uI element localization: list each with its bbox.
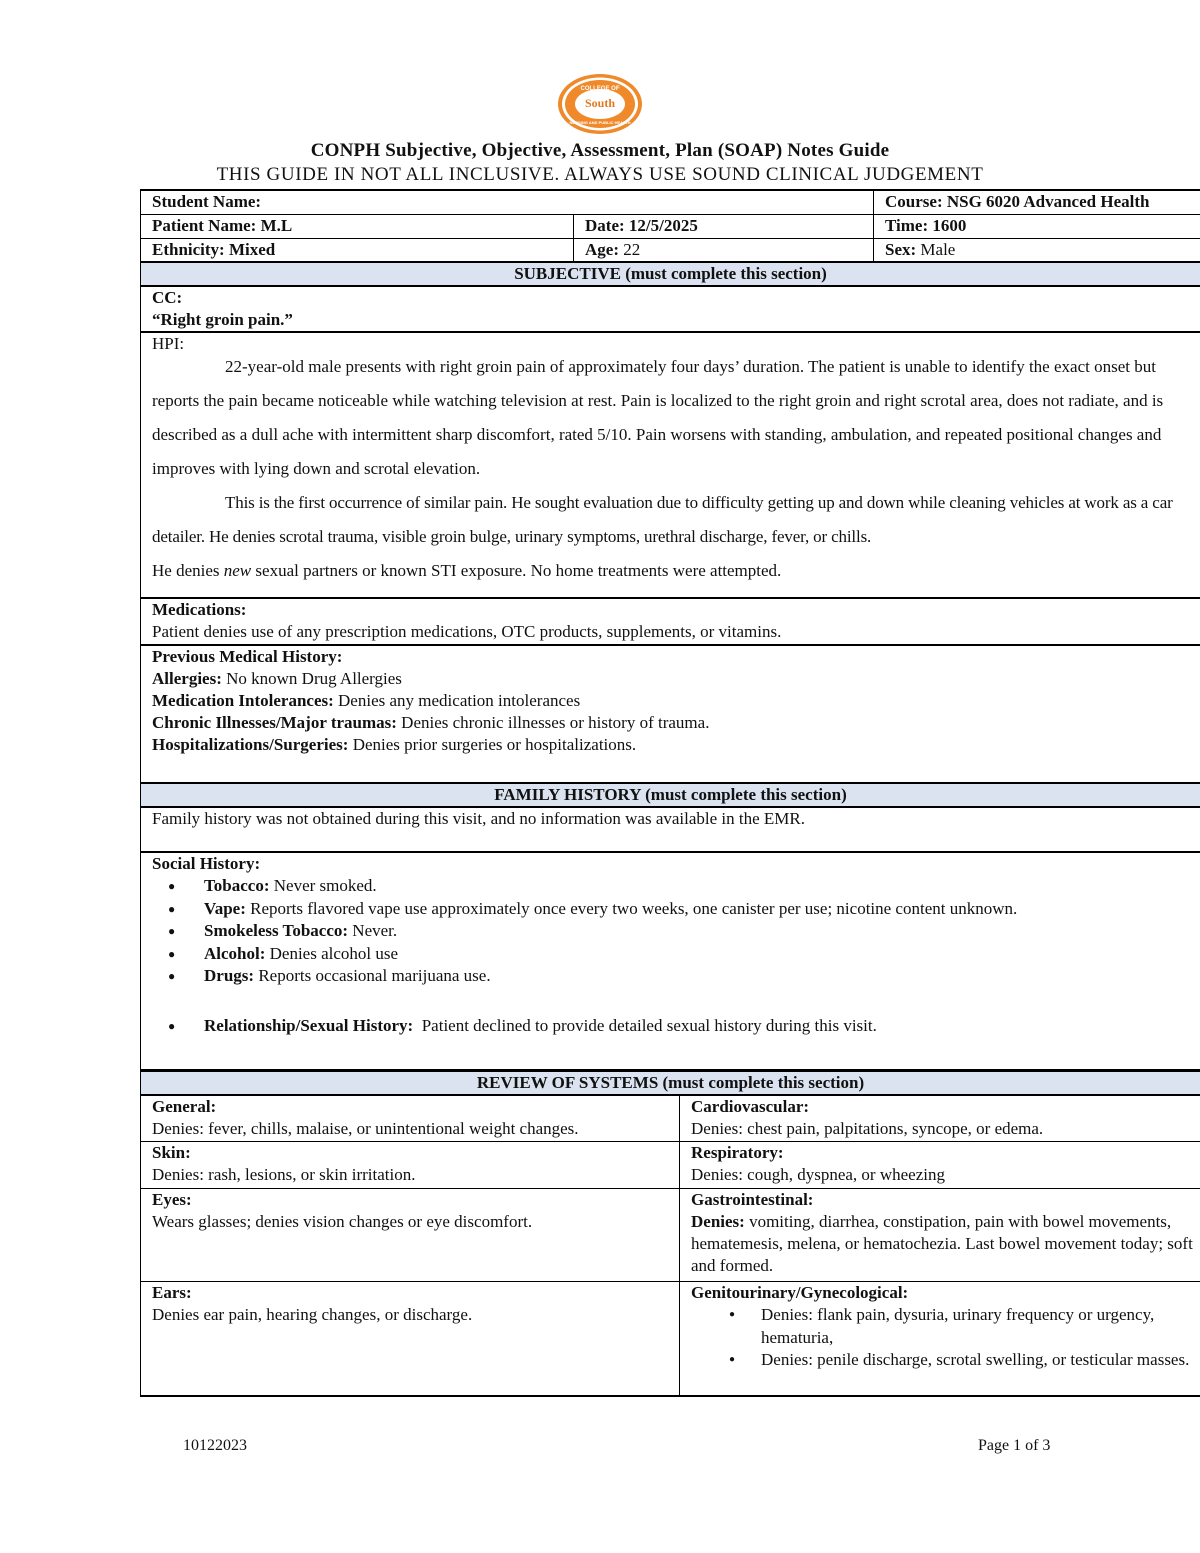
document-title: CONPH Subjective, Objective, Assessment, Plan (SOAP) Notes Guide (310, 140, 890, 161)
social-item-label: Smokeless Tobacco: (204, 921, 349, 940)
medications-value: Patient denies use of any prescription medications, OTC products, supplements, or vitamins. (152, 622, 782, 641)
ros-resp-value: Denies: cough, dyspnea, or wheezing (691, 1165, 945, 1184)
social-history-label: Social History: (152, 854, 261, 873)
course-field: Course: NSG 6020 Advanced Health (885, 192, 1150, 211)
patient-name-field: Patient Name: M.L (152, 215, 293, 235)
hpi-p3-emphasis: new (223, 561, 252, 580)
social-item-value: Never. (348, 921, 398, 940)
cc-label: CC: (152, 288, 183, 307)
ros-general-value: Denies: fever, chills, malaise, or unintentional weight changes. (152, 1118, 579, 1138)
sex-label: Sex: (885, 239, 917, 259)
page-number: Page 1 of 3 (978, 1437, 1051, 1454)
header-table (140, 189, 1200, 1070)
hospitalizations-value: Denies prior surgeries or hospitalizations. (348, 735, 637, 754)
document-subtitle: THIS GUIDE IN NOT ALL INCLUSIVE. ALWAYS USE SOUND CLINICAL JUDGEMENT (216, 164, 984, 185)
family-history-text: Family history was not obtained during this visit, and no information was available in the EMR. (152, 809, 805, 828)
social-item-vape (204, 898, 1195, 921)
ros-table (140, 1070, 1200, 1397)
college-logo (556, 72, 644, 136)
soap-form (140, 189, 1200, 1397)
hpi-paragraph-1: 22-year-old male presents with right groin pain of approximately four days’ duration. The patient is unable to identify the exact onset but reports the pain became noticeable while watching television at rest. Pain is localized to the right groin and right scrotal area, does not radiate, and is described as a dull ache with intermittent sharp discomfort, rated 5/10. Pain worsens with standing, ambulation, and repeated positional changes and improves with lying down and scrotal elevation. (152, 357, 1164, 478)
student-name-label: Student Name: (152, 192, 262, 211)
hpi-p3-end: sexual partners or known STI exposure. No home treatments were attempted. (251, 561, 782, 580)
ros-cardio-value: Denies: chest pain, palpitations, syncope, or edema. (691, 1118, 1044, 1138)
allergies-value: No known Drug Allergies (221, 669, 402, 688)
ros-gi-label: Gastrointestinal: (691, 1190, 814, 1209)
chronic-label: Chronic Illnesses/Major traumas: (152, 713, 397, 732)
ros-gi-denies: Denies: (691, 1212, 745, 1231)
hpi-paragraph-2: This is the first occurrence of similar pain. He sought evaluation due to difficulty getting up and down while cleaning vehicles at work as a car detailer. He denies scrotal trauma, visible groin bulge, urinary symptoms, urethral discharge, fever, or chills. (152, 493, 1173, 546)
chronic-value: Denies chronic illnesses or history of trauma. (396, 713, 710, 732)
subjective-heading: SUBJECTIVE (must complete this section) (141, 262, 1200, 286)
ros-gu-list (691, 1304, 1195, 1372)
ros-eyes-label: Eyes: (152, 1190, 192, 1209)
logo-top-text: COLLEGE OF (580, 86, 620, 92)
social-item-alcohol (204, 943, 1195, 966)
ros-general-label: General: (152, 1096, 217, 1116)
time-field: Time: 1600 (885, 215, 967, 235)
social-item-value: Never smoked. (269, 876, 377, 895)
allergies-label: Allergies: (152, 669, 222, 688)
hospitalizations-label: Hospitalizations/Surgeries: (152, 735, 349, 754)
intolerances-label: Medication Intolerances: (152, 691, 334, 710)
family-history-heading: FAMILY HISTORY (must complete this section) (141, 783, 1200, 807)
ros-ears-value: Denies ear pain, hearing changes, or discharge. (152, 1305, 473, 1324)
ros-skin-label: Skin: (152, 1143, 191, 1162)
ros-gu-label: Genitourinary/Gynecological: (691, 1283, 909, 1302)
social-item-label: Relationship/Sexual History: (204, 1015, 414, 1035)
social-item-sexual-history (204, 1015, 1195, 1038)
logo-bottom-text: NURSING AND PUBLIC HEALTH (569, 120, 631, 125)
medications-label: Medications: (152, 600, 247, 619)
ros-gu-item: ● Denies: penile discharge, scrotal swelling, or testicular masses. (761, 1349, 1195, 1372)
social-item-label: Drugs: (204, 966, 255, 985)
social-item-smokeless (204, 920, 1195, 943)
ros-cardio-label: Cardiovascular: (691, 1096, 810, 1116)
ethnicity-field: Ethnicity: Mixed (152, 239, 276, 259)
hpi-paragraph-3 (152, 554, 1195, 588)
sex-value: Male (916, 239, 956, 259)
social-item-tobacco (204, 875, 1195, 898)
social-item-label: Tobacco: (204, 876, 270, 895)
cc-value: “Right groin pain.” (152, 310, 293, 329)
social-item-drugs (204, 965, 1195, 988)
ros-eyes-value: Wears glasses; denies vision changes or eye discomfort. (152, 1212, 533, 1231)
date-field: Date: 12/5/2025 (585, 215, 698, 235)
social-item-value: Reports occasional marijuana use. (254, 966, 491, 985)
pmh-label: Previous Medical History: (152, 647, 343, 666)
footer-code: 10122023 (183, 1437, 247, 1454)
social-item-value: Patient declined to provide detailed sexual history during this visit. (413, 1015, 877, 1035)
social-item-value: Denies alcohol use (265, 943, 399, 963)
ros-resp-label: Respiratory: (691, 1143, 784, 1162)
social-item-label: Alcohol: (204, 943, 266, 963)
social-item-label: Vape: (204, 898, 246, 918)
hpi-p3-start: He denies (152, 561, 224, 580)
hpi-label: HPI: (152, 334, 185, 353)
ros-gu-item: ● Denies: flank pain, dysuria, urinary frequency or urgency, hematuria, (761, 1304, 1195, 1349)
age-value: 22 (618, 239, 641, 259)
ros-heading: REVIEW OF SYSTEMS (must complete this section) (141, 1071, 1200, 1095)
intolerances-value: Denies any medication intolerances (333, 691, 581, 710)
logo-center-text: South (584, 96, 616, 110)
social-history-list (152, 875, 1195, 1037)
ros-ears-label: Ears: (152, 1283, 192, 1302)
age-label: Age: (585, 239, 619, 259)
ros-skin-value: Denies: rash, lesions, or skin irritation. (152, 1165, 416, 1184)
ros-gi-value: vomiting, diarrhea, constipation, pain with bowel movements, hematemesis, melena, or hematochezia. Last bowel movement today; soft and formed. (691, 1212, 1193, 1275)
social-item-value: Reports flavored vape use approximately once every two weeks, one canister per use; nicotine content unknown. (245, 898, 1018, 918)
